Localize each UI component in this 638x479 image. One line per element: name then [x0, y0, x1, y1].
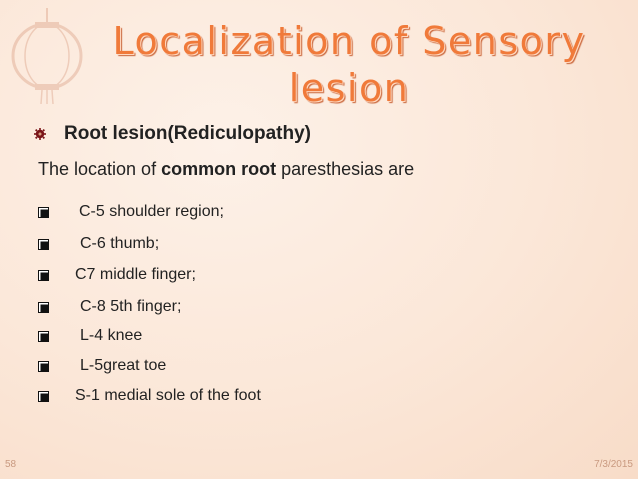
intro-suffix: paresthesias are: [276, 159, 415, 179]
list-item: [38, 203, 224, 221]
list-item: [38, 387, 261, 405]
checkbox-square-icon: [38, 361, 49, 372]
list-item-label: C7 middle finger;: [75, 266, 196, 283]
slide-title: [60, 18, 638, 112]
main-bullet: [34, 123, 311, 145]
checkbox-square-icon: [38, 239, 49, 250]
list-item-label: C-6 thumb;: [80, 235, 160, 252]
slide-date: 7/3/2015: [594, 459, 633, 470]
gear-bullet-icon: [34, 128, 46, 140]
list-item-label: L-5great toe: [80, 357, 167, 374]
checkbox-square-icon: [38, 270, 49, 281]
slide-title-line-2: lesion: [288, 66, 410, 110]
list-item-label: L-4 knee: [80, 327, 143, 344]
checkbox-square-icon: [38, 302, 49, 313]
list-item: [38, 357, 166, 375]
slide-title-line-1: Localization of Sensory: [112, 19, 586, 63]
intro-prefix: The location of: [38, 159, 162, 179]
checkbox-square-icon: [38, 207, 49, 218]
list-item: [38, 327, 142, 345]
checkbox-square-icon: [38, 331, 49, 342]
slide-number: 58: [5, 459, 17, 470]
list-item-label: S-1 medial sole of the foot: [75, 387, 261, 404]
list-item-label: C-5 shoulder region;: [79, 203, 224, 220]
checkbox-square-icon: [38, 391, 49, 402]
bullet-heading: Root lesion(Rediculopathy): [64, 123, 311, 144]
intro-text: [38, 159, 414, 180]
intro-emphasis: common root: [161, 159, 277, 179]
list-item: [38, 298, 181, 316]
list-item: [38, 235, 159, 253]
list-item: [38, 266, 196, 284]
list-item-label: C-8 5th finger;: [80, 298, 182, 315]
